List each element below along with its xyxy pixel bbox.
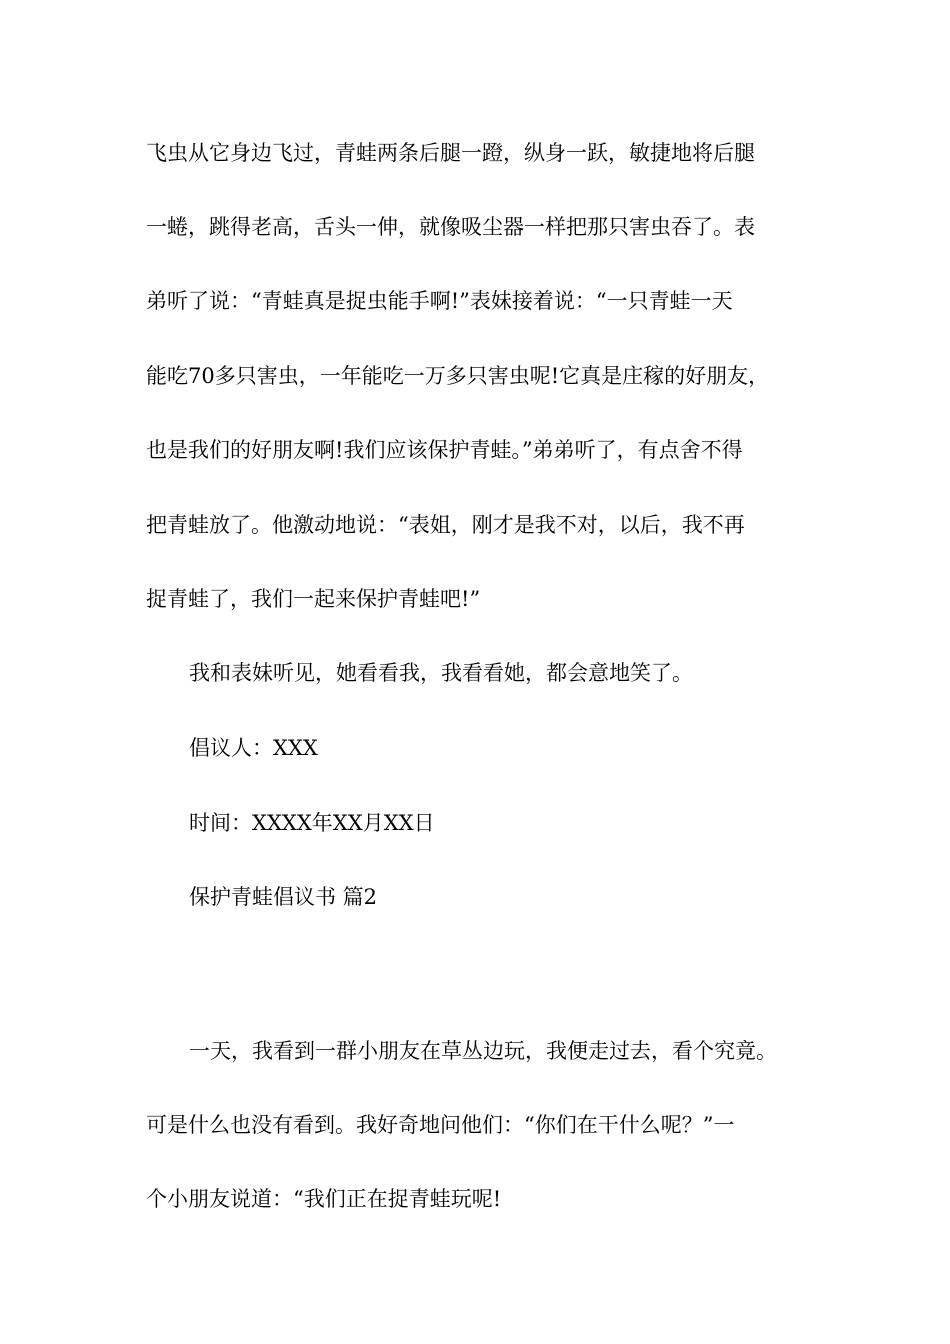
paragraph-line: 弟听了说：“青蛙真是捉虫能手啊!”表妹接着说：“一只青蛙一天 <box>146 289 733 313</box>
paragraph-line: 一蜷，跳得老高，舌头一伸，就像吸尘器一样把那只害虫吞了。表 <box>146 215 755 239</box>
section-heading: 保护青蛙倡议书 篇2 <box>189 885 378 909</box>
paragraph-line: 把青蛙放了。他激动地说：“表姐，刚才是我不对，以后，我不再 <box>146 513 745 537</box>
proposer-line: 倡议人：XXX <box>189 736 318 760</box>
paragraph-line: 飞虫从它身边飞过，青蛙两条后腿一蹬，纵身一跃，敏捷地将后腿 <box>146 141 755 165</box>
paragraph-line: 个小朋友说道：“我们正在捉青蛙玩呢! <box>146 1187 502 1211</box>
paragraph-line: 一天，我看到一群小朋友在草丛边玩，我便走过去，看个究竟。 <box>189 1039 777 1063</box>
paragraph-line: 也是我们的好朋友啊!我们应该保护青蛙。”弟弟听了，有点舍不得 <box>146 438 743 462</box>
paragraph-line: 能吃70多只害虫，一年能吃一万多只害虫呢!它真是庄稼的好朋友， <box>146 364 770 388</box>
paragraph-line: 捉青蛙了，我们一起来保护青蛙吧!” <box>146 587 481 611</box>
paragraph-line: 可是什么也没有看到。我好奇地问他们：“你们在干什么呢？”一 <box>146 1113 735 1137</box>
date-line: 时间：XXXX年XX月XX日 <box>189 811 435 835</box>
paragraph-line: 我和表妹听见，她看看我，我看看她，都会意地笑了。 <box>189 661 693 685</box>
